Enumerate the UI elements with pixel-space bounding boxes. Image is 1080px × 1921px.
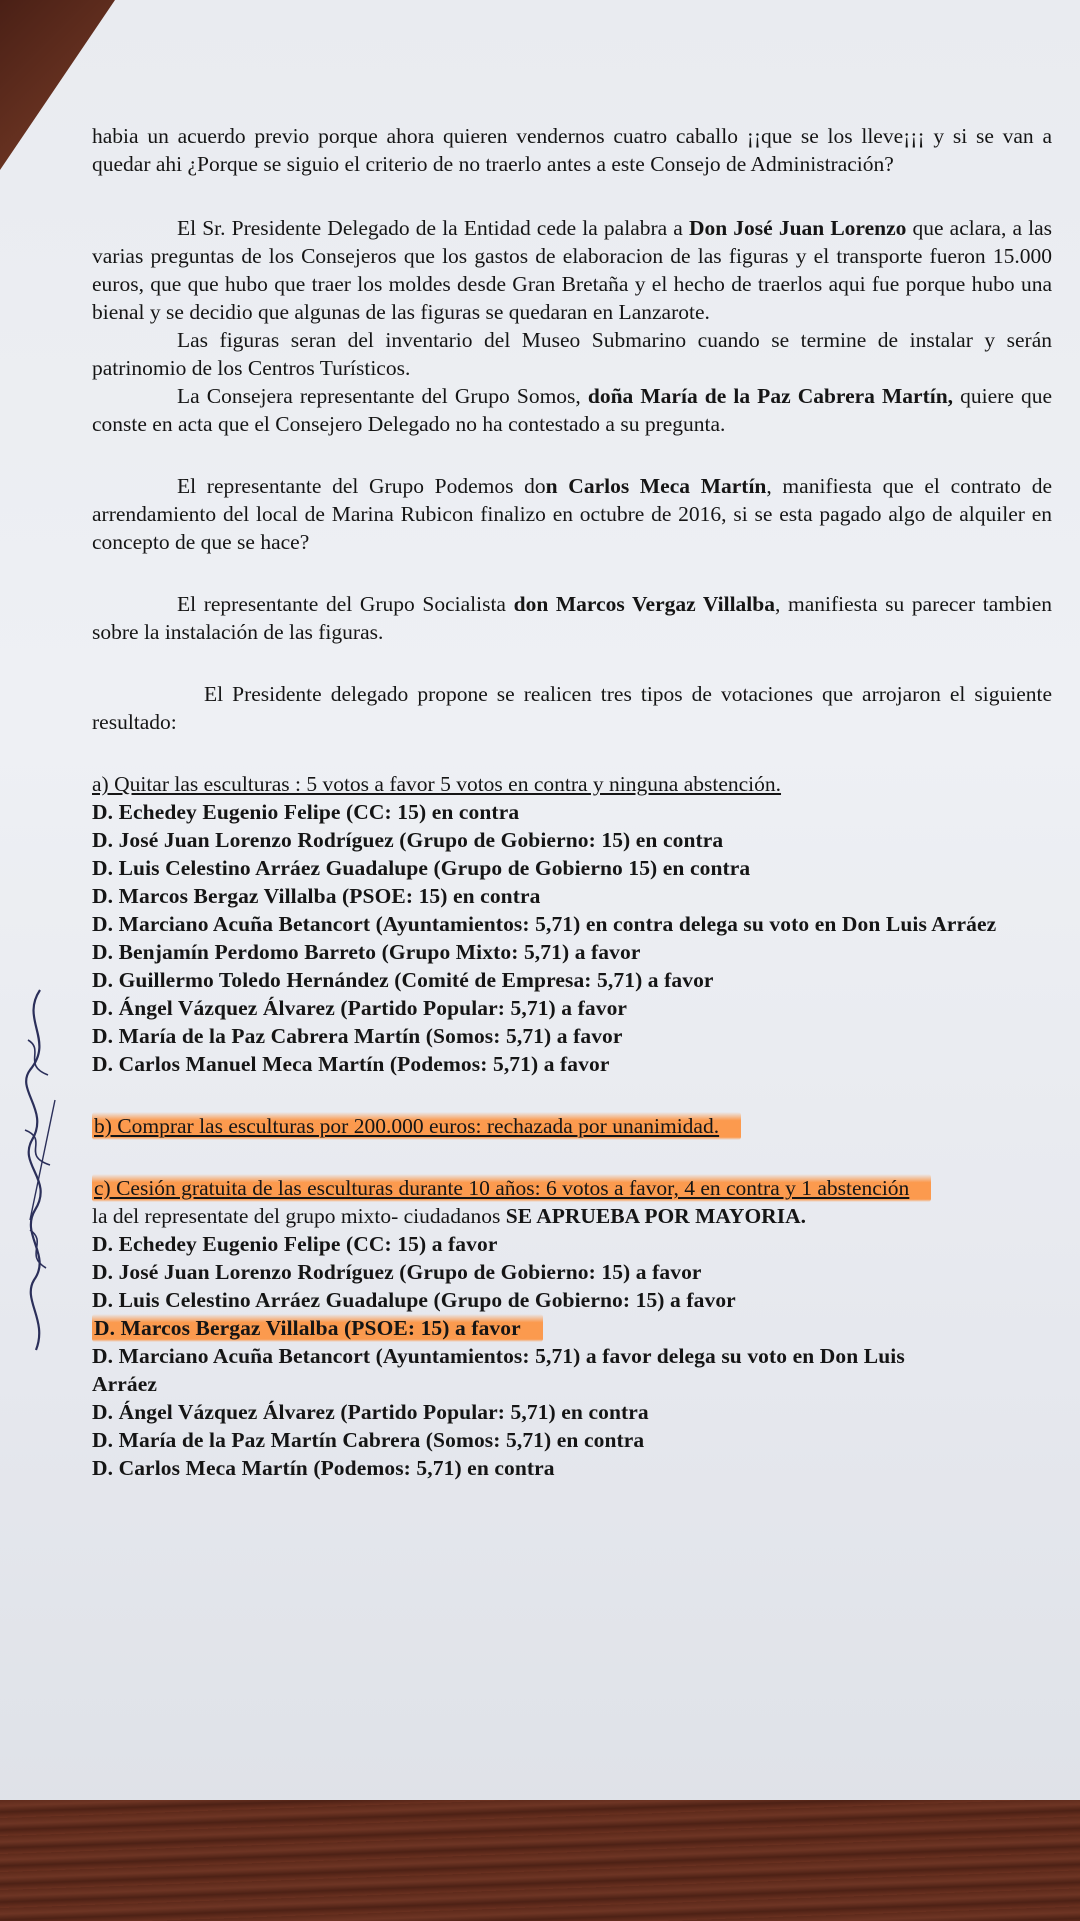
voter-line: Arráez [92,1372,158,1396]
voter-line: D. Echedey Eugenio Felipe (CC: 15) en contra [92,800,520,824]
vote-c-title [92,1174,1052,1202]
voter-line: D. Echedey Eugenio Felipe (CC: 15) a favor [92,1232,498,1256]
voter-line [92,1314,1052,1342]
highlight-mark: b) Comprar las esculturas por 200.000 euros: rechazada por unanimidad. [92,1112,741,1140]
wood-table-bottom [0,1800,1080,1921]
voter-line: D. José Juan Lorenzo Rodríguez (Grupo de Gobierno: 15) en contra [92,828,724,852]
voter-line: D. José Juan Lorenzo Rodríguez (Grupo de Gobierno: 15) a favor [92,1260,702,1284]
voter-line: D. María de la Paz Martín Cabrera (Somos: 5,71) en contra [92,1428,645,1452]
vote-a-title: a) Quitar las esculturas : 5 votos a favor 5 votos en contra y ninguna abstención. [92,772,782,796]
vote-a-list [92,798,1052,1078]
voter-line: D. Marcos Bergaz Villalba (PSOE: 15) en contra [92,884,541,908]
voter-line: D. María de la Paz Cabrera Martín (Somos: 5,71) a favor [92,1024,623,1048]
vote-c-result: la del representate del grupo mixto- ciudadanos SE APRUEBA POR MAYORIA. [92,1204,806,1228]
voter-line: D. Ángel Vázquez Álvarez (Partido Popular: 5,71) en contra [92,1400,649,1424]
voter-line: D. Marciano Acuña Betancort (Ayuntamientos: 5,71) a favor delega su voto en Don Luis [92,1344,905,1368]
handwritten-signature [10,980,70,1360]
voter-line: D. Guillermo Toledo Hernández (Comité de Empresa: 5,71) a favor [92,968,714,992]
vote-b-title [92,1112,1052,1140]
highlight-mark: D. Marcos Bergaz Villalba (PSOE: 15) a favor [92,1314,543,1342]
paragraph-2: El Sr. Presidente Delegado de la Entidad cede la palabra a Don José Juan Lorenzo que aclara, a las varias preguntas de los Consejeros que los gastos de elaboracion de las figuras y el transporte fueron 15.000 euros, que que hubo que traer los moldes desde Gran Bretaña y el hecho de traerlos aqui fue porque hubo una bienal y se decidio que algunas de las figuras se quedaran en Lanzarote. [92,216,1052,324]
paragraph-7: El Presidente delegado propone se realicen tres tipos de votaciones que arrojaron el siguiente resultado: [92,682,1052,734]
voter-line: D. Luis Celestino Arráez Guadalupe (Grupo de Gobierno: 15) a favor [92,1288,736,1312]
voter-line: D. Benjamín Perdomo Barreto (Grupo Mixto: 5,71) a favor [92,940,641,964]
paragraph-1: habia un acuerdo previo porque ahora quieren vendernos cuatro caballo ¡¡que se los lleve¡¡¡ y si se van a quedar ahi ¿Porque se siguio el criterio de no traerlo antes a este Consejo de Administración? [92,124,1052,176]
highlight-mark: c) Cesión gratuita de las esculturas durante 10 años: 6 votos a favor, 4 en contra y 1 abstención [92,1174,931,1202]
voter-line: D. Ángel Vázquez Álvarez (Partido Popular: 5,71) a favor [92,996,628,1020]
voter-line: D. Carlos Meca Martín (Podemos: 5,71) en contra [92,1456,555,1480]
paragraph-4: La Consejera representante del Grupo Somos, doña María de la Paz Cabrera Martín, quiere que conste en acta que el Consejero Delegado no ha contestado a su pregunta. [92,384,1052,436]
voter-line: D. Carlos Manuel Meca Martín (Podemos: 5,71) a favor [92,1052,610,1076]
voter-line: D. Luis Celestino Arráez Guadalupe (Grupo de Gobierno 15) en contra [92,856,751,880]
vote-b-section [92,1112,1052,1140]
vote-c-list [92,1230,1052,1482]
document-body [92,122,1052,1482]
vote-c-section [92,1174,1052,1482]
vote-a-section [92,770,1052,1078]
paragraph-3: Las figuras seran del inventario del Museo Submarino cuando se termine de instalar y serán patrinomio de los Centros Turísticos. [92,328,1052,380]
paragraph-5: El representante del Grupo Podemos don Carlos Meca Martín, manifiesta que el contrato de arrendamiento del local de Marina Rubicon finalizo en octubre de 2016, si se esta pagado algo de alquiler en concepto de que se hace? [92,474,1052,554]
voter-line: D. Marciano Acuña Betancort (Ayuntamientos: 5,71) en contra delega su voto en Don Luis Arráez [92,912,997,936]
paragraph-6: El representante del Grupo Socialista don Marcos Vergaz Villalba, manifiesta su parecer tambien sobre la instalación de las figuras. [92,592,1052,644]
